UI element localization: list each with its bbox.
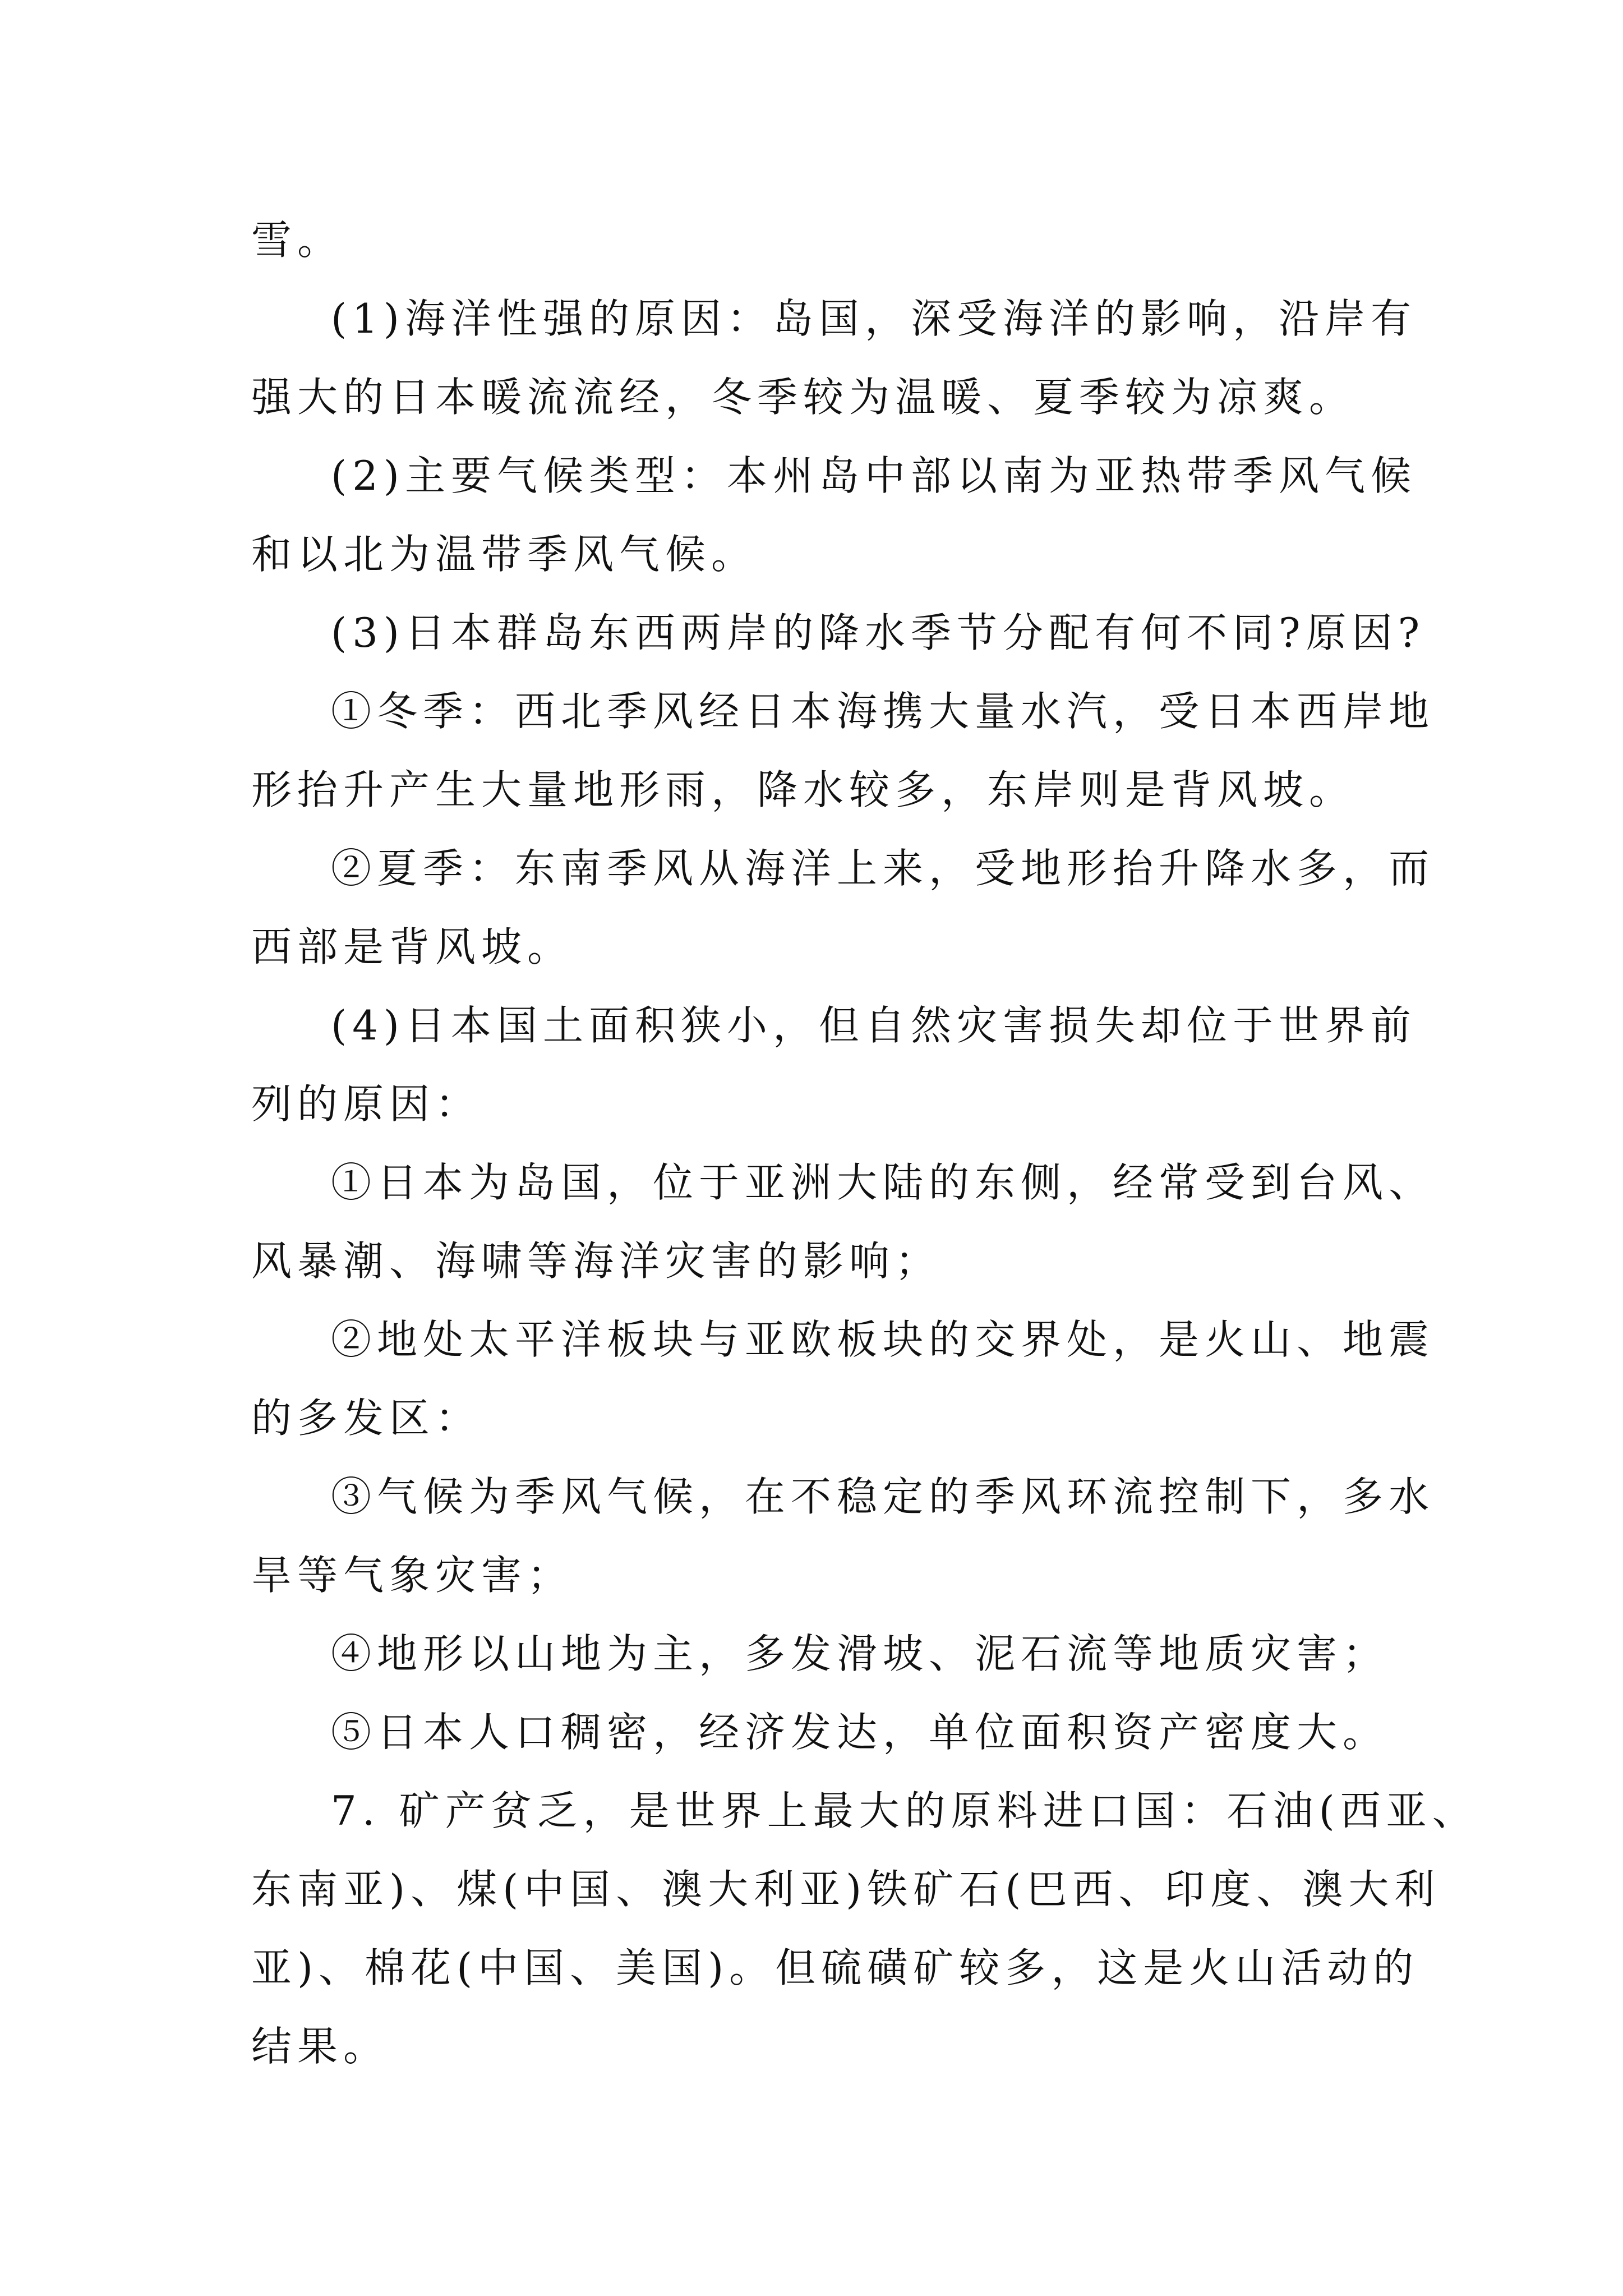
paragraph-1-line-2: 强大的日本暖流流经，冬季较为温暖、夏季较为凉爽。	[251, 374, 1355, 421]
paragraph-6-line-1: (4)日本国土面积狭小，但自然灾害损失却位于世界前	[331, 1002, 1417, 1049]
paragraph-5-line-1: ②夏季：东南季风从海洋上来，受地形抬升降水多，而	[331, 845, 1435, 892]
paragraph-7-line-1: ①日本为岛国，位于亚洲大陆的东侧，经常受到台风、	[331, 1159, 1435, 1206]
paragraph-2-line-1: (2)主要气候类型：本州岛中部以南为亚热带季风气候	[331, 452, 1417, 499]
paragraph-9-line-1: ③气候为季风气候，在不稳定的季风环流控制下，多水	[331, 1473, 1435, 1520]
paragraph-9-line-2: 旱等气象灾害；	[251, 1552, 574, 1599]
paragraph-5-line-2: 西部是背风坡。	[251, 923, 574, 970]
paragraph-12-line-1: 7. 矿产贫乏，是世界上最大的原料进口国：石油(西亚、	[331, 1787, 1478, 1834]
text-line-1: 雪。	[251, 217, 344, 264]
paragraph-2-line-2: 和以北为温带季风气候。	[251, 531, 758, 578]
paragraph-1-line-1: (1)海洋性强的原因：岛国，深受海洋的影响，沿岸有	[331, 295, 1417, 342]
paragraph-12-line-3: 亚)、棉花(中国、美国)。但硫磺矿较多，这是火山活动的	[251, 1944, 1419, 1991]
paragraph-4-line-1: ①冬季：西北季风经日本海携大量水汽，受日本西岸地	[331, 688, 1435, 735]
paragraph-10-line-1: ④地形以山地为主，多发滑坡、泥石流等地质灾害；	[331, 1630, 1389, 1677]
paragraph-12-line-4: 结果。	[251, 2023, 390, 2070]
paragraph-6-line-2: 列的原因：	[251, 1080, 482, 1128]
paragraph-8-line-2: 的多发区：	[251, 1395, 482, 1442]
paragraph-4-line-2: 形抬升产生大量地形雨，降水较多，东岸则是背风坡。	[251, 766, 1355, 813]
paragraph-11-line-1: ⑤日本人口稠密，经济发达，单位面积资产密度大。	[331, 1709, 1389, 1756]
paragraph-8-line-1: ②地处太平洋板块与亚欧板块的交界处，是火山、地震	[331, 1316, 1435, 1363]
paragraph-7-line-2: 风暴潮、海啸等海洋灾害的影响；	[251, 1237, 942, 1285]
paragraph-12-line-2: 东南亚)、煤(中国、澳大利亚)铁矿石(巴西、印度、澳大利	[251, 1866, 1441, 1913]
paragraph-3-line-1: (3)日本群岛东西两岸的降水季节分配有何不同?原因?	[331, 609, 1426, 656]
